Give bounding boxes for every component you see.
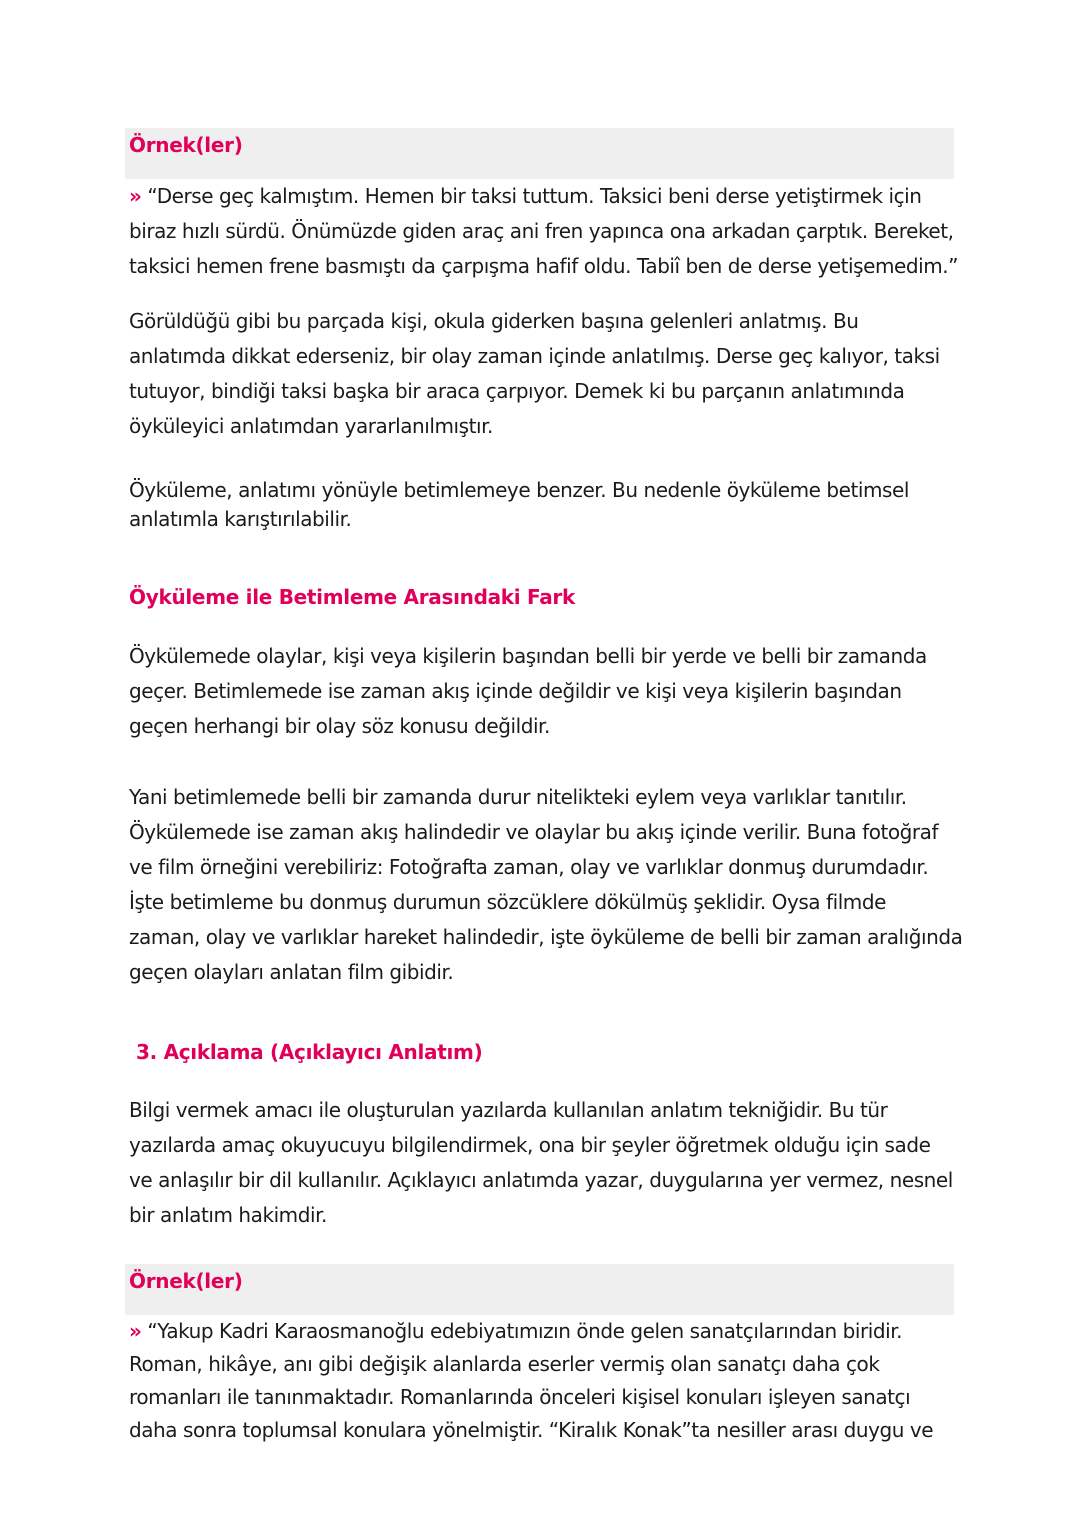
paragraph-line: bir anlatım hakimdir. (129, 1203, 327, 1227)
example-header (125, 1264, 954, 1315)
quote-line: romanları ile tanınmaktadır. Romanlarında önceleri kişisel konuları işleyen sanatçı (129, 1385, 911, 1409)
paragraph-line: Yani betimlemede belli bir zamanda durur nitelikteki eylem veya varlıklar tanıtılır. (129, 785, 907, 809)
paragraph-line: Bilgi vermek amacı ile oluşturulan yazılarda kullanılan anlatım tekniğidir. Bu tür (129, 1098, 888, 1122)
body-paragraph (129, 639, 959, 744)
paragraph-line: anlatımla karıştırılabilir. (129, 507, 352, 531)
paragraph-line: geçer. Betimlemede ise zaman akış içinde değildir ve kişi veya kişilerin başından (129, 679, 902, 703)
paragraph-line: anlatımda dikkat ederseniz, bir olay zaman içinde anlatılmış. Derse geç kalıyor, taksi (129, 344, 940, 368)
paragraph-line: geçen herhangi bir olay söz konusu değildir. (129, 714, 550, 738)
paragraph-line: yazılarda amaç okuyucuyu bilgilendirmek, ona bir şeyler öğretmek olduğu için sade (129, 1133, 931, 1157)
paragraph-line: ve film örneğini verebiliriz: Fotoğrafta zaman, olay ve varlıklar donmuş durumdadır. (129, 855, 929, 879)
quote-marker: » (129, 1319, 142, 1343)
paragraph-line: Öykülemede ise zaman akış halindedir ve olaylar bu akış içinde verilir. Buna fotoğraf (129, 820, 939, 844)
quote-marker: » (129, 184, 142, 208)
example-quote (129, 1315, 959, 1447)
quote-line: biraz hızlı sürdü. Önümüzde giden araç ani fren yapınca ona arkadan çarptık. Bereket, (129, 219, 954, 243)
paragraph-line: geçen olayları anlatan film gibidir. (129, 960, 454, 984)
body-paragraph (129, 476, 959, 534)
quote-line: daha sonra toplumsal konulara yönelmiştir. “Kiralık Konak”ta nesiller arası duygu ve (129, 1418, 934, 1442)
body-paragraph (129, 780, 963, 990)
body-paragraph (129, 304, 959, 444)
example-header (125, 128, 954, 179)
quote-line (129, 179, 959, 214)
paragraph-line: ve anlaşılır bir dil kullanılır. Açıklayıcı anlatımda yazar, duygularına yer vermez, nesnel (129, 1168, 953, 1192)
body-paragraph (129, 1093, 959, 1233)
paragraph-line: öyküleyici anlatımdan yararlanılmıştır. (129, 414, 493, 438)
example-title: Örnek(ler) (129, 133, 243, 157)
paragraph-line: Öyküleme, anlatımı yönüyle betimlemeye benzer. Bu nedenle öyküleme betimsel (129, 478, 909, 502)
section-heading: 3. Açıklama (Açıklayıcı Anlatım) (136, 1040, 483, 1064)
paragraph-line: zaman, olay ve varlıklar hareket halindedir, işte öyküleme de belli bir zaman aralığında (129, 925, 963, 949)
paragraph-line: Öykülemede olaylar, kişi veya kişilerin başından belli bir yerde ve belli bir zamanda (129, 644, 927, 668)
quote-line (129, 1315, 959, 1348)
quote-text: “Derse geç kalmıştım. Hemen bir taksi tuttum. Taksici beni derse yetiştirmek için (141, 184, 922, 208)
quote-line: taksici hemen frene basmıştı da çarpışma hafif oldu. Tabiî ben de derse yetişemedim.” (129, 254, 959, 278)
paragraph-line: Görüldüğü gibi bu parçada kişi, okula giderken başına gelenleri anlatmış. Bu (129, 309, 859, 333)
quote-text: “Yakup Kadri Karaosmanoğlu edebiyatımızın önde gelen sanatçılarından biridir. (141, 1319, 903, 1343)
example-quote (129, 179, 959, 284)
example-title: Örnek(ler) (129, 1269, 243, 1293)
paragraph-line: İşte betimleme bu donmuş durumun sözcüklere dökülmüş şeklidir. Oysa filmde (129, 890, 886, 914)
quote-line: Roman, hikâye, anı gibi değişik alanlarda eserler vermiş olan sanatçı daha çok (129, 1352, 880, 1376)
section-heading: Öyküleme ile Betimleme Arasındaki Fark (129, 585, 575, 609)
paragraph-line: tutuyor, bindiği taksi başka bir araca çarpıyor. Demek ki bu parçanın anlatımında (129, 379, 905, 403)
